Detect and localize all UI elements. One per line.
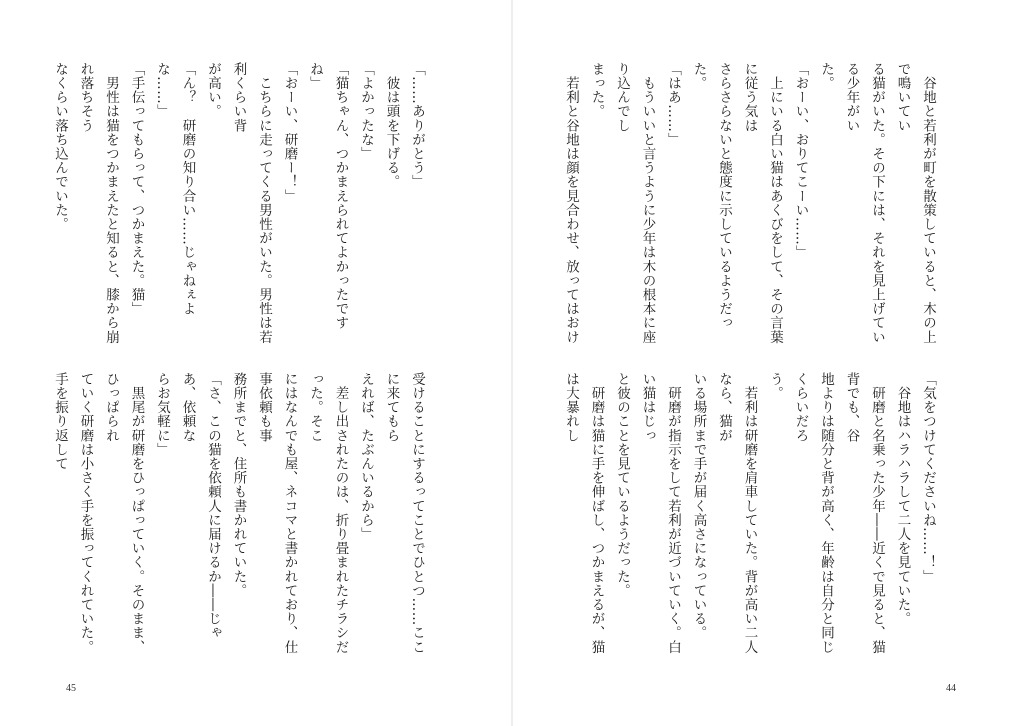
text-line: る猫がいた。その下には、それを見上げている少年がい: [843, 62, 885, 344]
text-line: もういいと言うように少年は木の根本に座り込んでし: [614, 62, 656, 344]
text-line: 研磨が指示をして若利が近づいていく。白い猫はじっ: [639, 372, 681, 654]
right-page-lower-text: [560, 372, 940, 662]
text-line: 若利と谷地は顔を見合わせ、放ってはおけ: [563, 76, 579, 344]
text-line: と彼のことを見ているようだった。: [614, 372, 630, 598]
text-line: 「さ、この猫を依頼人に届けるか――じゃあ、依頼な: [179, 372, 221, 640]
text-line: にはなんでも屋、ネコマと書かれており、仕事依頼も事: [256, 372, 298, 654]
text-line: いる場所まで手が届く高さになっている。: [690, 372, 707, 640]
text-line: 研磨と名乗った少年――近くで見ると、猫背でも、谷: [843, 372, 885, 654]
text-line: 差し出されたのは、折り畳まれたチラシだった。そこ: [307, 372, 349, 654]
right-page-upper-text: [560, 62, 940, 348]
text-line: まった。: [588, 62, 605, 119]
text-line: 「おーい、おりてこーい……」: [792, 62, 809, 260]
page-number: 45: [66, 683, 76, 694]
text-line: 上にいる白い猫はあくびをして、その言葉に従う気は: [741, 62, 783, 344]
text-line: 受けることにするってことでひとつ……ここに来てもら: [383, 372, 425, 654]
text-line: 地よりは随分と背が高く、年齢は自分と同じくらいだろ: [792, 372, 834, 654]
text-line: さらさらないと態度に示しているようだった。: [690, 62, 732, 330]
text-line: 「おーい、研磨ー！」: [281, 62, 298, 203]
page-gutter: [511, 0, 513, 726]
text-line: 「猫ちゃん、つかまえられてよかったですね」: [307, 62, 349, 330]
text-line: なくらい落ち込んでいた。: [52, 62, 68, 232]
page-number: 44: [946, 683, 956, 694]
left-page-upper-text: [49, 62, 429, 348]
text-line: 黒尾が研磨をひっぱっていく。そのまま、ひっぱられ: [103, 372, 145, 654]
text-line: 男性は猫をつかまえたと知ると、膝から崩れ落ちそう: [77, 62, 119, 344]
text-line: 「気をつけてくださいね……！」: [920, 372, 936, 584]
text-line: 「……ありがとう」: [409, 62, 425, 189]
text-line: 務所までと、住所も書かれていた。: [230, 372, 247, 598]
text-line: らお気軽に」: [154, 372, 170, 457]
text-line: 若利は研磨を肩車していた。背が高い二人なら、猫が: [716, 372, 758, 654]
text-line: 研磨は猫に手を伸ばし、つかまえるが、猫は大暴れし: [563, 372, 605, 654]
text-line: 「よかったな」: [358, 62, 374, 161]
text-line: 谷地はハラハラして二人を見ていた。: [894, 372, 911, 626]
text-line: 「手伝ってもらって、つかまえた。猫」: [128, 62, 145, 316]
left-page-lower-text: [49, 372, 429, 662]
text-line: 「ん？ 研磨の知り合い……じゃねぇよな……」: [154, 62, 196, 316]
text-line: 彼は頭を下げる。: [383, 62, 400, 189]
text-line: 谷地と若利が町を散策していると、木の上で鳴いてい: [894, 62, 936, 344]
text-line: う。: [767, 372, 783, 401]
text-line: が高い。: [205, 62, 221, 119]
text-line: 「はあ……」: [665, 62, 681, 147]
text-line: えれば、たぶんいるから」: [358, 372, 374, 542]
text-line: ていく研磨は小さく手を振ってくれていた。手を振り返して: [52, 372, 94, 654]
text-line: た。: [818, 62, 834, 91]
text-line: こちらに走ってくる男性がいた。男性は若利くらい背: [230, 62, 272, 344]
